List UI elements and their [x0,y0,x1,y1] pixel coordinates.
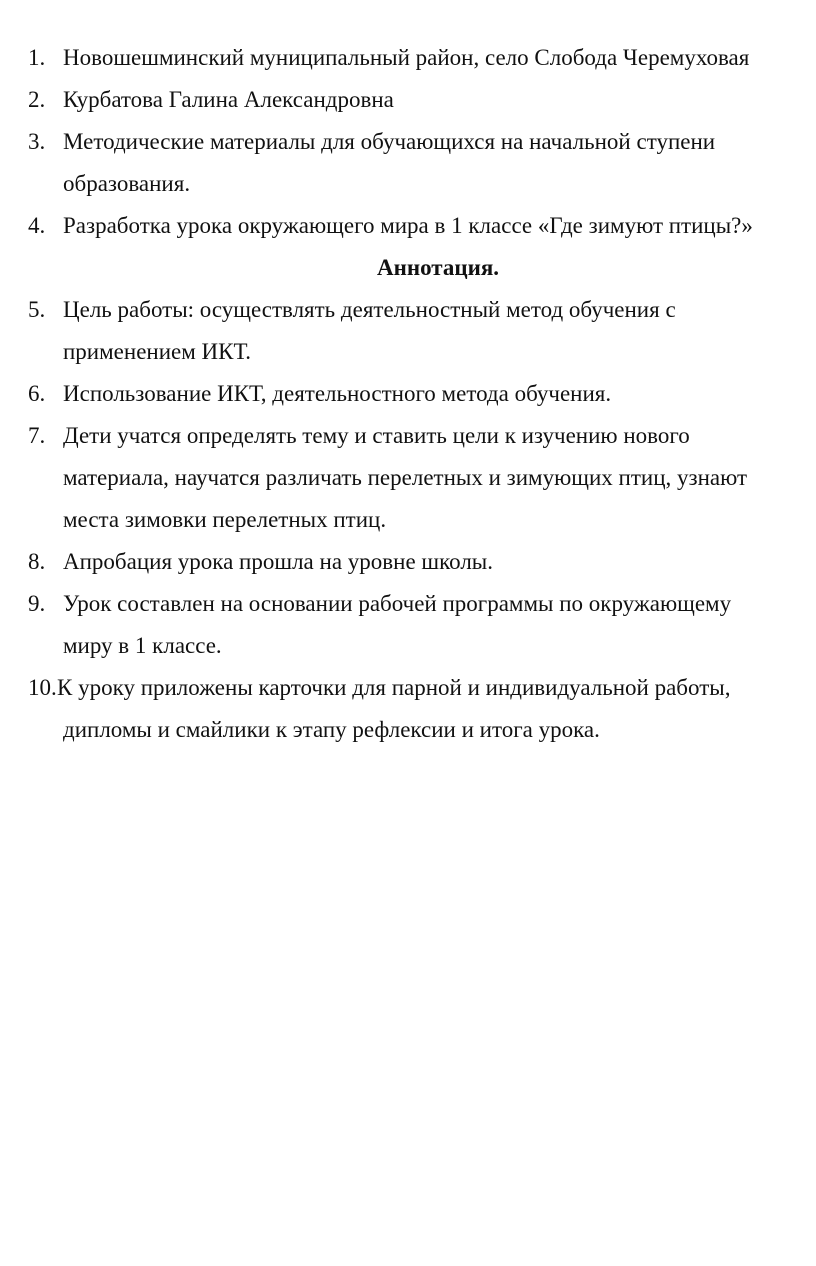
list-item-line: образования. [63,171,191,196]
annotation-heading: Аннотация. [376,255,500,280]
list-item-text [63,541,803,583]
list-item-line: применением ИКТ. [63,339,251,364]
list-item-number: 9. [28,591,46,616]
list-item-text [63,583,803,667]
list-item-line: материала, научатся различать перелетных и зимующих птиц, узнают [63,465,748,490]
list-item-number: 8. [28,549,46,574]
list-item-text [63,121,803,205]
list-item-number: 1. [28,45,46,70]
list-item-line: Курбатова Галина Александровна [63,87,394,112]
list-item-number: 6. [28,381,46,406]
list-item-line: Урок составлен на основании рабочей программы по окружающему [63,591,732,616]
list-item-line: Методические материалы для обучающихся на начальной ступени [63,129,716,154]
list-item-line: Новошешминский муниципальный район, село Слобода Черемуховая [63,45,750,70]
list-item-line: места зимовки перелетных птиц. [63,507,387,532]
list-item-number: 2. [28,87,46,112]
list-item-line: Дети учатся определять тему и ставить цели к изучению нового [63,423,690,448]
list-item-number: 4. [28,213,46,238]
list-item-line: Цель работы: осуществлять деятельностный метод обучения с [63,297,676,322]
list-item-line: Использование ИКТ, деятельностного метода обучения. [63,381,612,406]
list-item-text [63,415,803,541]
list-item-text [63,373,803,415]
list-item-line: дипломы и смайлики к этапу рефлексии и итога урока. [63,717,600,742]
list-item-text [63,289,803,373]
list-item-line: Разработка урока окружающего мира в 1 классе «Где зимуют птицы?» [63,213,753,238]
list-item-number: 7. [28,423,46,448]
list-item-number: 5. [28,297,46,322]
list-item-line: Апробация урока прошла на уровне школы. [63,549,494,574]
list-item-text [57,667,803,751]
list-item-text [63,79,803,121]
list-item-number: 10. [28,675,57,700]
list-item-line: К уроку приложены карточки для парной и индивидуальной работы, [57,675,731,700]
list-item-number: 3. [28,129,46,154]
list-item-line: миру в 1 классе. [63,633,222,658]
list-item-text [63,205,803,247]
list-item-text [63,37,803,79]
